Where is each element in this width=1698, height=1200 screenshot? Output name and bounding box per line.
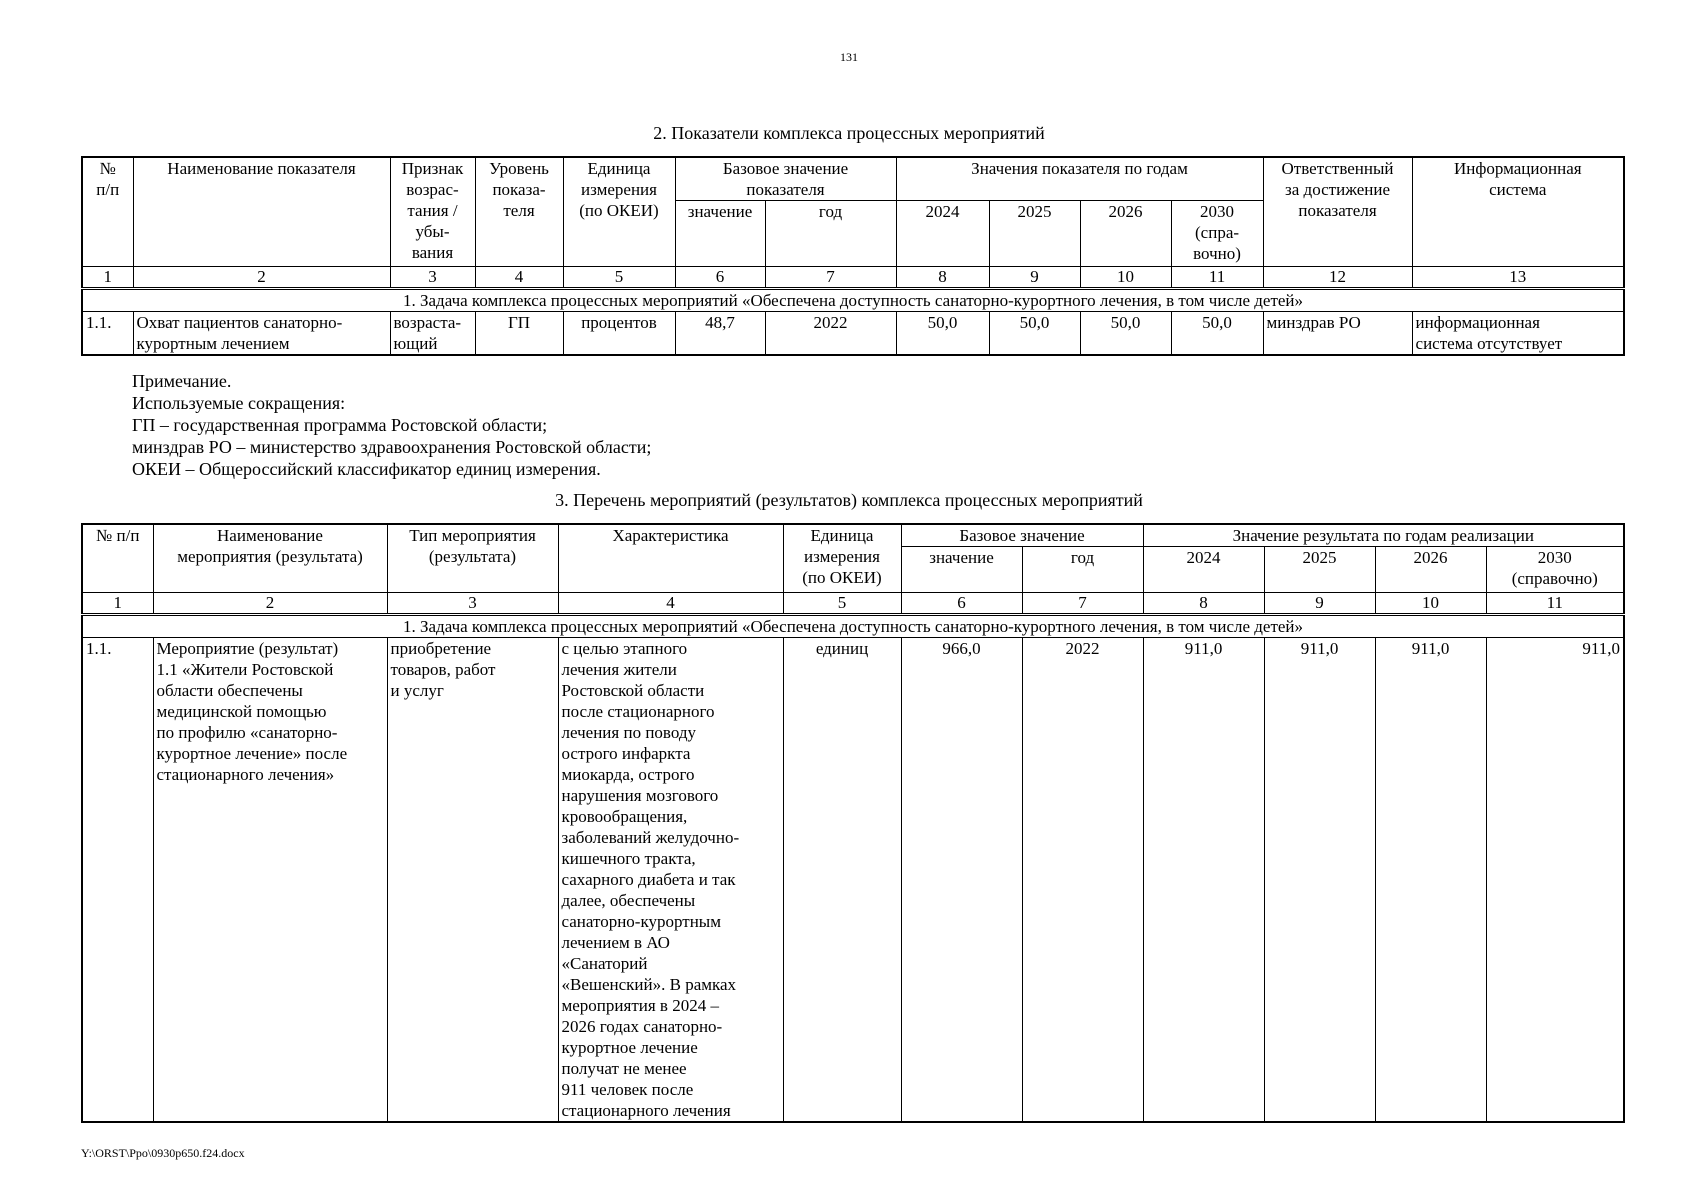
row-characteristic: с целью этапного лечения жители Ростовской области после стационарного лечения по поводу острого инфаркта миокарда, острого нарушения мозгового кровообращения, заболеваний желудочно- кишечного тракта, сахарного диабета и так далее, обеспечены санаторно-курортным лечением в АО «Санаторий «Вешенский». В рамках мероприятия в 2024 – 2026 годах санаторно- курортное лечение получат не менее 911 человек после стационарного лечения — [558, 638, 783, 1123]
header-indicator-name: Наименование показателя — [133, 157, 390, 267]
col-number: 4 — [558, 593, 783, 615]
table-row — [82, 638, 1624, 1123]
section2-title: 2. Показатели комплекса процессных мероприятий — [653, 123, 1045, 143]
header-base-year: год — [1022, 547, 1143, 593]
header-unit: Единица измерения (по ОКЕИ) — [783, 524, 901, 593]
col-number: 3 — [390, 267, 475, 289]
row-num: 1.1. — [82, 312, 133, 356]
col-number: 4 — [475, 267, 563, 289]
table1-task-row — [82, 289, 1624, 312]
row-measure-type: приобретение товаров, работ и услуг — [387, 638, 558, 1123]
row-base-year: 2022 — [1022, 638, 1143, 1123]
header-sign: Признак возрас- тания / убы- вания — [390, 157, 475, 267]
col-number: 1 — [82, 267, 133, 289]
col-number: 2 — [133, 267, 390, 289]
header-base: Базовое значение — [901, 524, 1143, 547]
note-line: Примечание. — [132, 371, 232, 391]
header-year-2026: 2026 — [1080, 201, 1171, 267]
col-number: 3 — [387, 593, 558, 615]
header-year-2026: 2026 — [1375, 547, 1486, 593]
table1-column-numbers — [82, 267, 1624, 289]
row-unit: единиц — [783, 638, 901, 1123]
col-number: 7 — [765, 267, 896, 289]
header-base-year: год — [765, 201, 896, 267]
table2-header-row-1 — [82, 524, 1624, 547]
row-value-2026: 911,0 — [1375, 638, 1486, 1123]
header-year-2024: 2024 — [896, 201, 989, 267]
header-measure-name: Наименование мероприятия (результата) — [153, 524, 387, 593]
row-value-2026: 50,0 — [1080, 312, 1171, 356]
page-number: 131 — [840, 50, 858, 64]
row-base-year: 2022 — [765, 312, 896, 356]
footer-file-path: Y:\ORST\Ppo\0930p650.f24.docx — [81, 1146, 245, 1160]
row-responsible: минздрав РО — [1263, 312, 1412, 356]
header-year-2025: 2025 — [1264, 547, 1375, 593]
header-year-2030: 2030 (справочно) — [1486, 547, 1624, 593]
header-responsible: Ответственный за достижение показателя — [1263, 157, 1412, 267]
header-years-group: Значения показателя по годам — [896, 157, 1263, 201]
header-num: № п/п — [82, 157, 133, 267]
header-characteristic: Характеристика — [558, 524, 783, 593]
col-number: 6 — [901, 593, 1022, 615]
col-number: 1 — [82, 593, 153, 615]
header-base-value: значение — [675, 201, 765, 267]
note-line: минздрав РО – министерство здравоохранения Ростовской области; — [132, 437, 652, 457]
row-value-2025: 50,0 — [989, 312, 1080, 356]
header-year-2024: 2024 — [1143, 547, 1264, 593]
table2-column-numbers — [82, 593, 1624, 615]
col-number: 12 — [1263, 267, 1412, 289]
header-year-2025: 2025 — [989, 201, 1080, 267]
note-line: ГП – государственная программа Ростовской области; — [132, 415, 548, 435]
table2-task-row — [82, 615, 1624, 638]
row-base-value: 48,7 — [675, 312, 765, 356]
header-base-value: значение — [901, 547, 1022, 593]
notes — [132, 370, 651, 480]
row-info-system: информационная система отсутствует — [1412, 312, 1624, 356]
row-value-2025: 911,0 — [1264, 638, 1375, 1123]
table-row — [82, 312, 1624, 356]
row-level: ГП — [475, 312, 563, 356]
task-title: 1. Задача комплекса процессных мероприятий «Обеспечена доступность санаторно-курортного лечения, в том числе детей» — [82, 615, 1624, 638]
col-number: 8 — [896, 267, 989, 289]
measures-table — [81, 523, 1625, 1123]
indicators-table — [81, 156, 1625, 356]
header-level: Уровень показа- теля — [475, 157, 563, 267]
header-num: № п/п — [82, 524, 153, 593]
header-base: Базовое значение показателя — [675, 157, 896, 201]
header-unit: Единица измерения (по ОКЕИ) — [563, 157, 675, 267]
col-number: 9 — [989, 267, 1080, 289]
row-value-2030: 911,0 — [1486, 638, 1624, 1123]
col-number: 8 — [1143, 593, 1264, 615]
col-number: 2 — [153, 593, 387, 615]
row-sign: возраста- ющий — [390, 312, 475, 356]
row-base-value: 966,0 — [901, 638, 1022, 1123]
section3-title: 3. Перечень мероприятий (результатов) комплекса процессных мероприятий — [555, 490, 1143, 510]
note-line: Используемые сокращения: — [132, 393, 346, 413]
col-number: 10 — [1080, 267, 1171, 289]
col-number: 9 — [1264, 593, 1375, 615]
row-unit: процентов — [563, 312, 675, 356]
col-number: 7 — [1022, 593, 1143, 615]
header-info-system: Информационная система — [1412, 157, 1624, 267]
row-measure-name: Мероприятие (результат) 1.1 «Жители Ростовской области обеспечены медицинской помощью по профилю «санаторно- курортное лечение» после стационарного лечения» — [153, 638, 387, 1123]
header-measure-type: Тип мероприятия (результата) — [387, 524, 558, 593]
row-value-2024: 50,0 — [896, 312, 989, 356]
col-number: 6 — [675, 267, 765, 289]
row-value-2024: 911,0 — [1143, 638, 1264, 1123]
row-value-2030: 50,0 — [1171, 312, 1263, 356]
col-number: 10 — [1375, 593, 1486, 615]
col-number: 11 — [1486, 593, 1624, 615]
header-years-group: Значение результата по годам реализации — [1143, 524, 1624, 547]
header-year-2030: 2030 (спра- вочно) — [1171, 201, 1263, 267]
col-number: 11 — [1171, 267, 1263, 289]
col-number: 13 — [1412, 267, 1624, 289]
row-indicator-name: Охват пациентов санаторно- курортным лечением — [133, 312, 390, 356]
task-title: 1. Задача комплекса процессных мероприятий «Обеспечена доступность санаторно-курортного лечения, в том числе детей» — [82, 289, 1624, 312]
note-line: ОКЕИ – Общероссийский классификатор единиц измерения. — [132, 459, 601, 479]
col-number: 5 — [783, 593, 901, 615]
table1-header-row-1 — [82, 157, 1624, 201]
row-num: 1.1. — [82, 638, 153, 1123]
col-number: 5 — [563, 267, 675, 289]
